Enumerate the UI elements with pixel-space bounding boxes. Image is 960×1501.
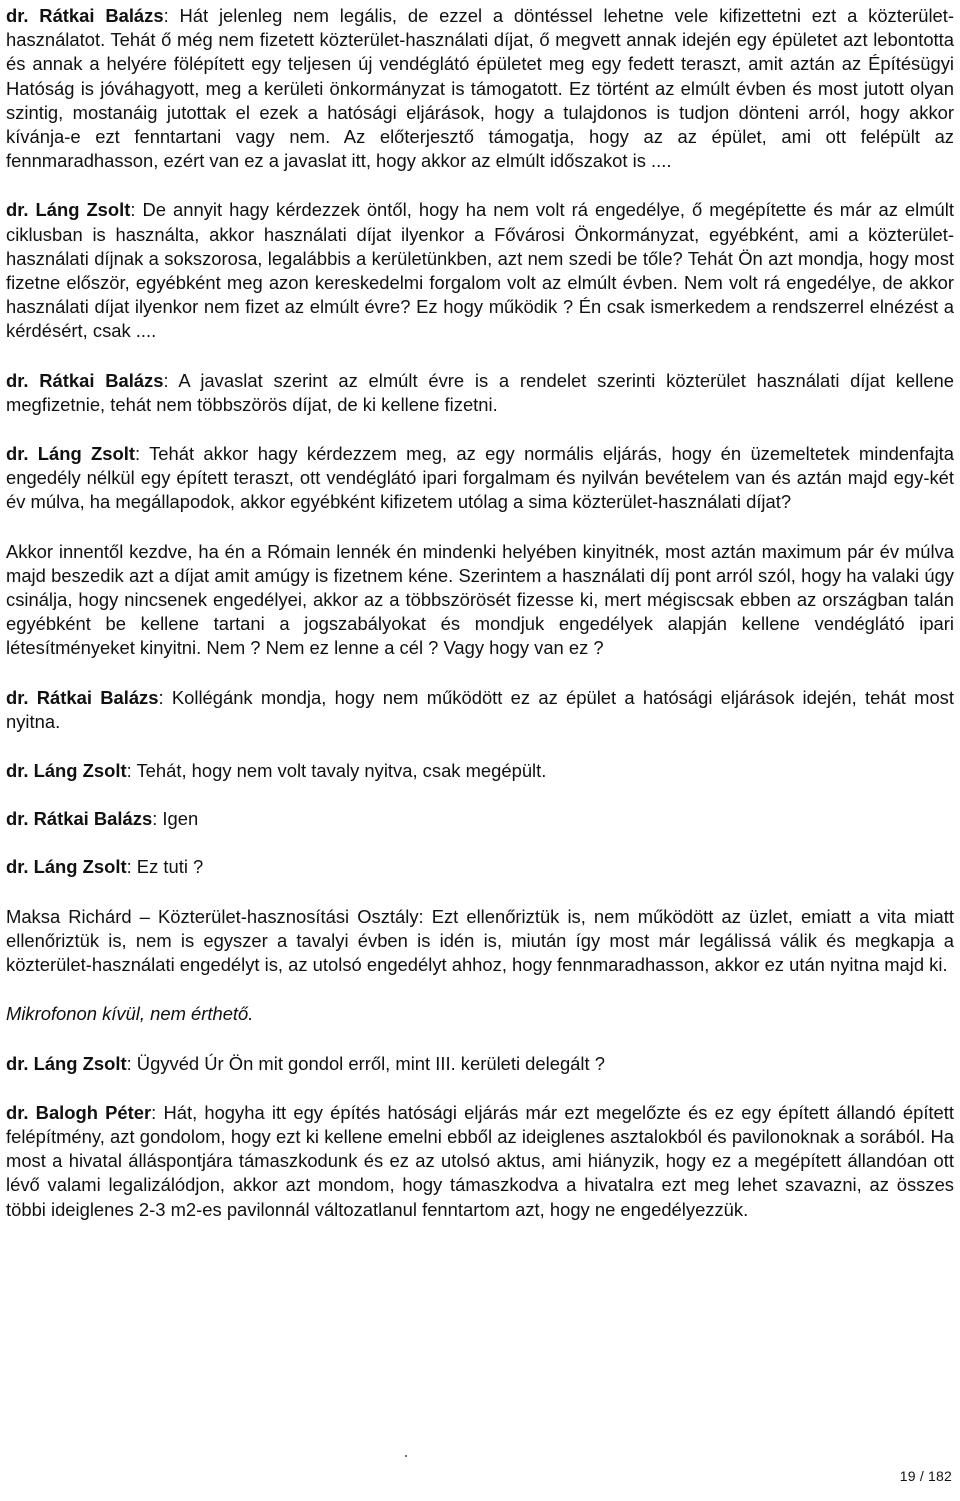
speaker-name: dr. Láng Zsolt <box>6 856 127 878</box>
paragraph-4: dr. Láng Zsolt: Tehát akkor hagy kérdezzem meg, az egy normális eljárás, hogy én üzemeltetek mindenfajta engedély nélkül egy épített teraszt, ott vendéglátó ipari forgalmam és nyilván bevételem van és aztán majd egy-két év múlva, ha megállapodok, akkor egyébként kifizetem utólag a sima közterület-használati díjat? <box>6 443 955 513</box>
paragraph-text: Tehát, hogy nem volt tavaly nyitva, csak megépült. <box>136 760 547 782</box>
paragraph-13: dr. Balogh Péter: Hát, hogyha itt egy építés hatósági eljárás már ezt megelőzte és ez egy épített állandó épített felépítmény, azt gondolom, hogy ezt ki kellene emelni ebből az ideiglenes asztalokból és pavilonoknak a sorából. Ha most a hivatal álláspontjára támaszkodunk és ez az utolsó aktus, ami hiányzik, hogy ez a megépített állandóan ott lévő valami legalizálódjon, akkor azt mondom, hogy támaszkodva a hivatalra ezt meg lehet szavazni, az összes többi ideiglenes 2-3 m2-es pavilonnál változatlanul fenntartom azt, hogy ne engedélyezzük. <box>6 1101 954 1220</box>
paragraph-text: Hát jelenleg nem legális, de ezzel a döntéssel lehetne vele kifizettetni ezt a közterület-használatot. Tehát ő még nem fizetett közterület-használati díjat, ő megvett annak idején egy épületet azt lebontotta és annak a helyére fölépített egy teljesen új vendéglátó épületet meg egy fedett teraszt, amit aztán az Építésügyi Hatóság is jóváhagyott, meg a kerületi önkormányzat is támogatott. Ez történt az elmúlt évben és most jutott olyan szintig, mostanáig jutottak el ezek a hatósági eljárások, hogy a tulajdonos is tudjon dönteni arról, hogy akkor kívánja-e ezt fenntartani vagy nem. Az előterjesztő támogatja, hogy az az épület, ami ott felépült az fennmaradhasson, ezért van ez a javaslat itt, hogy akkor az elmúlt időszakot is .... <box>6 5 954 172</box>
speaker-name: dr. Rátkai Balázs <box>6 369 164 391</box>
speaker-name: dr. Balogh Péter <box>6 1101 152 1123</box>
paragraph-5 <box>6 540 954 661</box>
paragraph-text: Ez tuti ? <box>136 856 204 878</box>
paragraph-text: Akkor innentől kezdve, ha én a Rómain lennék én mindenki helyében kinyitnék, most aztán maximum pár év múlva majd beszedik azt a díjat amit amúgy is fizetnem kéne. Szerintem a használati díj pont arról szól, hogy ha valaki úgy csinálja, hogy nincsenek engedélyei, akkor az a többszörösét fizesse ki, mert mégiscsak ebben az országban talán egyébként be kellene tartani a jogszabályokat és mondjuk engedélyek alapján kellene vendéglátó ipari létesítményeket kinyitni. Nem ? Nem ez lenne a cél ? Vagy hogy van ez ? <box>6 540 954 659</box>
scan-speck <box>405 1455 407 1457</box>
speaker-name: dr. Rátkai Balázs <box>6 808 153 830</box>
paragraph-text: Mikrofonon kívül, nem érthető. <box>6 1003 254 1025</box>
paragraph-8: dr. Rátkai Balázs: Igen <box>6 808 199 830</box>
paragraph-10 <box>6 905 954 978</box>
paragraph-3: dr. Rátkai Balázs: A javaslat szerint az elmúlt évre is a rendelet szerinti közterület használati díjat kellene megfizetnie, tehát nem többszörös díjat, de ki kellene fizetni. <box>6 369 954 415</box>
speaker-name: dr. Láng Zsolt <box>6 199 131 221</box>
paragraph-text: Maksa Richárd – Közterület-hasznosítási Osztály: Ezt ellenőriztük is, nem működött az üzlet, emiatt a vita miatt ellenőriztük is, nem is egyszer a tavalyi évben is idén is, miután így most már legálissá válik és megkapja a közterület-használati engedélyt is, az utolsó engedélyt ahhoz, hogy fennmaradhasson, akkor ez után nyitna majd ki. <box>6 905 954 976</box>
speaker-name: dr. Láng Zsolt <box>6 1052 127 1074</box>
paragraph-7: dr. Láng Zsolt: Tehát, hogy nem volt tavaly nyitva, csak megépült. <box>6 760 547 782</box>
page-number: 19 / 182 <box>899 1468 952 1484</box>
paragraph-text: De annyit hagy kérdezzek öntől, hogy ha nem volt rá engedélye, ő megépítette és már az elmúlt ciklusban is használta, akkor használati díjat ilyenkor a Fővárosi Önkormányzat, egyébként, ami a közterület-használati díjnak a sokszorosa, legalábbis a kerületünkben, azt nem szedi be tőle? Tehát Ön azt mondja, hogy most fizetne először, egyébként meg azon kereskedelmi forgalom volt az elmúlt évben. Nem volt rá engedélye, de akkor használati díjat ilyenkor nem fizet az elmúlt évre? Ez hogy működik ? Én csak ismerkedem a rendszerrel elnézést a kérdésért, csak .... <box>6 199 954 342</box>
speaker-name: dr. Rátkai Balázs <box>6 5 164 26</box>
speaker-name: dr. Láng Zsolt <box>6 443 135 465</box>
paragraph-text: Ügyvéd Úr Ön mit gondol erről, mint III. kerületi delegált ? <box>136 1052 605 1074</box>
paragraph-2: dr. Láng Zsolt: De annyit hagy kérdezzek öntől, hogy ha nem volt rá engedélye, ő megépítette és már az elmúlt ciklusban is használta, akkor használati díjat ilyenkor a Fővárosi Önkormányzat, egyébként, ami a közterület-használati díjnak a sokszorosa, legalábbis a kerületünkben, azt nem szedi be tőle? Tehát Ön azt mondja, hogy most fizetne először, egyébként meg azon kereskedelmi forgalom volt az elmúlt évben. Nem volt rá engedélye, de akkor használati díjat ilyenkor nem fizet az elmúlt évre? Ez hogy működik ? Én csak ismerkedem a rendszerrel elnézést a kérdésért, csak .... <box>6 199 954 342</box>
speaker-name: dr. Láng Zsolt <box>6 760 127 782</box>
paragraph-text: A javaslat szerint az elmúlt évre is a rendelet szerinti közterület használati díjat kellene megfizetnie, tehát nem többszörös díjat, de ki kellene fizetni. <box>6 369 954 415</box>
paragraph-6: dr. Rátkai Balázs: Kollégánk mondja, hogy nem működött ez az épület a hatósági eljárások idején, tehát most nyitna. <box>6 686 954 732</box>
document-page <box>6 4 954 1247</box>
paragraph-12: dr. Láng Zsolt: Ügyvéd Úr Ön mit gondol erről, mint III. kerületi delegált ? <box>6 1052 605 1074</box>
speaker-name: dr. Rátkai Balázs <box>6 686 159 708</box>
paragraph-text: Hát, hogyha itt egy építés hatósági eljárás már ezt megelőzte és ez egy épített állandó épített felépítmény, azt gondolom, hogy ezt ki kellene emelni ebből az ideiglenes asztalokból és pavilonoknak a sorából. Ha most a hivatal álláspontjára támaszkodunk és ez az utolsó aktus, ami hiányzik, hogy ez a megépített állandóan ott lévő valami legalizálódjon, akkor azt mondom, hogy támaszkodva a hivatalra ezt meg lehet szavazni, az összes többi ideiglenes 2-3 m2-es pavilonnál változatlanul fenntartom azt, hogy ne engedélyezzük. <box>6 1101 954 1220</box>
paragraph-11-italic-note <box>6 1002 954 1026</box>
paragraph-text: Tehát akkor hagy kérdezzem meg, az egy normális eljárás, hogy én üzemeltetek mindenfajta engedély nélkül egy épített teraszt, ott vendéglátó ipari forgalmam és nyilván bevételem van és aztán majd egy-két év múlva, ha megállapodok, akkor egyébként kifizetem utólag a sima közterület-használati díjat? <box>6 443 955 513</box>
paragraph-text: Kollégánk mondja, hogy nem működött ez az épület a hatósági eljárások idején, tehát most nyitna. <box>6 686 954 732</box>
paragraph-text: Igen <box>162 808 199 830</box>
paragraph-9: dr. Láng Zsolt: Ez tuti ? <box>6 856 204 878</box>
paragraph-1: dr. Rátkai Balázs: Hát jelenleg nem legális, de ezzel a döntéssel lehetne vele kifizettetni ezt a közterület-használatot. Tehát ő még nem fizetett közterület-használati díjat, ő megvett annak idején egy épületet azt lebontotta és annak a helyére fölépített egy teljesen új vendéglátó épületet meg egy fedett teraszt, amit aztán az Építésügyi Hatóság is jóváhagyott, meg a kerületi önkormányzat is támogatott. Ez történt az elmúlt évben és most jutott olyan szintig, mostanáig jutottak el ezek a hatósági eljárások, hogy a tulajdonos is tudjon dönteni arról, hogy akkor kívánja-e ezt fenntartani vagy nem. Az előterjesztő támogatja, hogy az az épület, ami ott felépült az fennmaradhasson, ezért van ez a javaslat itt, hogy akkor az elmúlt időszakot is .... <box>6 5 954 172</box>
